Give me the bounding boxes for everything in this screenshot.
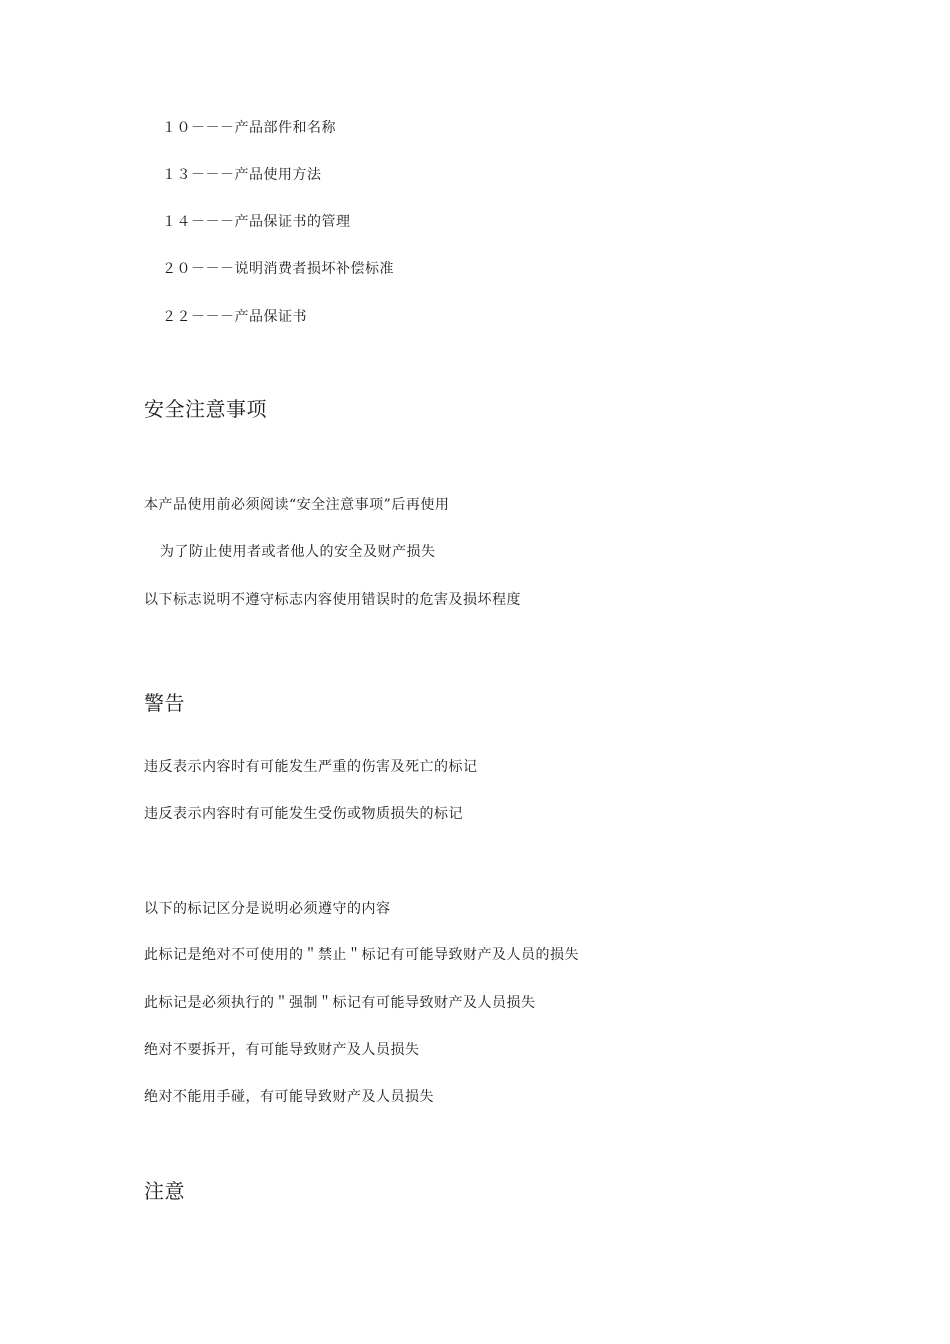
safety-line-prevent-loss: 为了防止使用者或者他人的安全及财产损失 — [160, 544, 436, 560]
warning-line-death: 违反表示内容时有可能发生严重的伤害及死亡的标记 — [144, 759, 478, 775]
safety-line-symbols: 以下标志说明不遵守标志内容使用错误时的危害及损坏程度 — [144, 592, 521, 608]
caution-heading: 注意 — [144, 1179, 185, 1203]
marks-line-no-touch: 绝对不能用手碰，有可能导致财产及人员损失 — [144, 1089, 434, 1105]
marks-line-prohibited: 此标记是绝对不可使用的＂禁止＂标记有可能导致财产及人员的损失 — [144, 947, 579, 963]
marks-line-intro: 以下的标记区分是说明必须遵守的内容 — [144, 901, 391, 917]
safety-heading: 安全注意事项 — [144, 397, 267, 421]
warning-heading: 警告 — [144, 691, 185, 715]
warning-line-injury: 违反表示内容时有可能发生受伤或物质损失的标记 — [144, 806, 463, 822]
toc-item-warranty: ２２－－－产品保证书 — [162, 309, 307, 325]
marks-line-no-disassemble: 绝对不要拆开，有可能导致财产及人员损失 — [144, 1042, 420, 1058]
toc-item-usage: １３－－－产品使用方法 — [162, 167, 322, 183]
toc-item-warranty-management: １４－－－产品保证书的管理 — [162, 214, 351, 230]
toc-item-parts: １０－－－产品部件和名称 — [162, 120, 336, 136]
safety-line-read-first: 本产品使用前必须阅读“安全注意事项”后再使用 — [144, 497, 450, 513]
toc-item-compensation-standard: ２０－－－说明消费者损坏补偿标准 — [162, 261, 394, 277]
marks-line-mandatory: 此标记是必须执行的＂强制＂标记有可能导致财产及人员损失 — [144, 995, 536, 1011]
